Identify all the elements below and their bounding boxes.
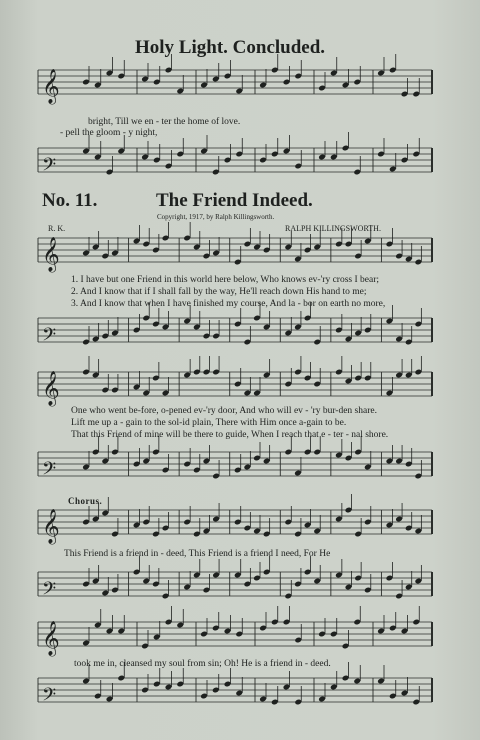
treble-clef-icon: 𝄞 xyxy=(42,237,60,272)
verse-2-line-b: Lift me up a - gain to the sol-id plain, There with Him once a-gain to be. xyxy=(71,418,347,428)
lyric-line: bright, Till we en - ter the home of love. xyxy=(88,117,241,127)
chorus-line-2: took me in, cleansed my soul from sin; Oh! He is a friend in - deed. xyxy=(74,659,331,669)
verse-1-line-a: 1. I have but one Friend in this world here below, Who knows ev-'ry cross I bear; xyxy=(71,275,380,285)
treble-clef-icon: 𝄞 xyxy=(42,371,60,406)
composer-name: RALPH KILLINGSWORTH. xyxy=(285,224,381,233)
treble-clef-icon: 𝄞 xyxy=(42,69,60,104)
copyright-notice: Copyright, 1917, by Ralph Killingsworth. xyxy=(157,213,275,221)
hymn-title: The Friend Indeed. xyxy=(156,190,313,211)
treble-clef-icon: 𝄞 xyxy=(42,621,60,656)
verse-2-line-a: 2. And I know that if I shall fall by the way, He'll reach down His hand to me; xyxy=(71,287,367,297)
bass-clef-icon: 𝄢 xyxy=(42,459,57,484)
bass-clef-icon: 𝄢 xyxy=(42,325,57,350)
page-title-concluded: Holy Light. Concluded. xyxy=(135,37,326,58)
verse-3-line-a: 3. And I know that when I have finished my course, And la - bor on earth no more, xyxy=(71,299,386,309)
hymn-number: No. 11. xyxy=(42,190,98,211)
verse-1-line-b: One who went be-fore, o-pened ev-'ry door, And who will ev - 'ry bur-den share. xyxy=(71,406,377,416)
treble-clef-icon: 𝄞 xyxy=(42,509,60,544)
chorus-label: Chorus. xyxy=(68,496,103,506)
bass-clef-icon: 𝄢 xyxy=(42,155,57,180)
author-initials: R. K. xyxy=(48,224,66,233)
verse-3-line-b: That this Friend of mine will be there to guide, When I reach that e - ter - nal shore. xyxy=(71,430,389,440)
lyric-line: - pell the gloom - y night, xyxy=(60,128,158,138)
bass-clef-icon: 𝄢 xyxy=(42,579,57,604)
chorus-line-1: This Friend is a friend in - deed, This Friend is a friend I need, For He xyxy=(64,549,331,559)
bass-clef-icon: 𝄢 xyxy=(42,685,57,710)
